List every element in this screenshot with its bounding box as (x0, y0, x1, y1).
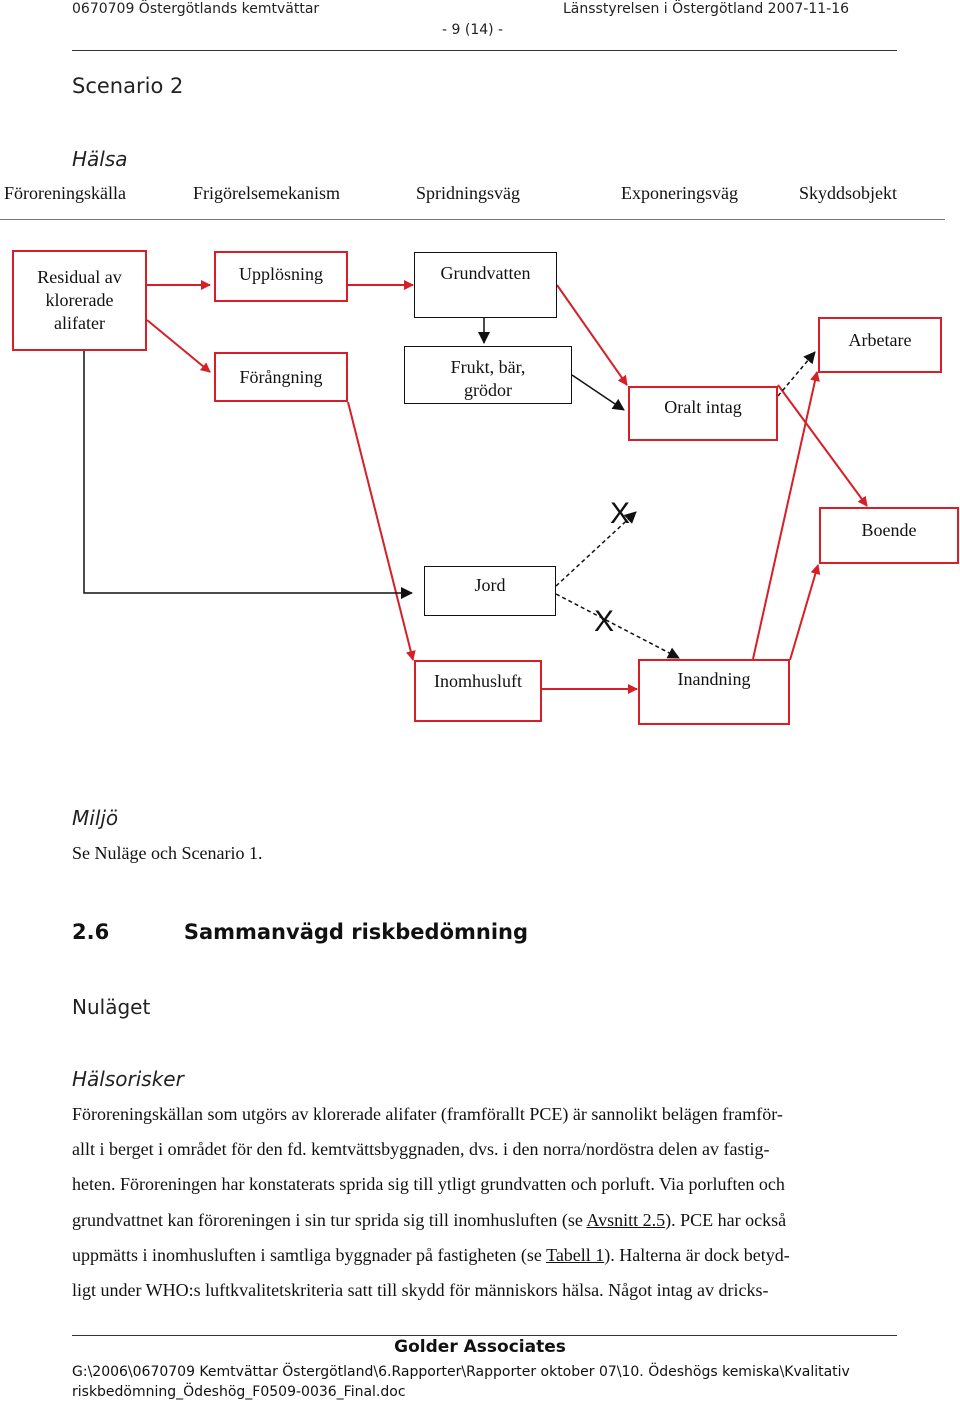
link-avsnitt[interactable]: Avsnitt 2.5 (586, 1209, 666, 1230)
footer-path: G:\2006\0670709 Kemtvättar Östergötland\6.Rapporter\Rapporter oktober 07\10. Ödeshögs kemiska\Kvalitativ riskbedömning_Ödeshög_F0509-0036_Final.doc (72, 1364, 850, 1400)
header-left: 0670709 Östergötlands kemtvättar (72, 1, 320, 17)
link-tabell[interactable]: Tabell 1 (546, 1244, 605, 1265)
arrow-oralt-arbetare (778, 352, 815, 396)
arrow-inandning-boende (790, 565, 818, 660)
environment-text: Se Nuläge och Scenario 1. (72, 843, 263, 863)
box-forangning: Förångning (214, 352, 348, 402)
column-header-receptor: Skyddsobjekt (799, 183, 898, 203)
environment-heading: Miljö (72, 806, 119, 830)
box-jord: Jord (424, 566, 556, 616)
subheading-health-risks: Hälsorisker (72, 1067, 184, 1091)
box-oralt-intag: Oralt intag (628, 386, 778, 441)
column-header-spread: Spridningsväg (416, 183, 521, 203)
arrow-jord-x-lower (556, 594, 679, 658)
column-header-release: Frigörelsemekanism (193, 183, 340, 203)
box-inomhusluft: Inomhusluft (414, 660, 542, 722)
paragraph-line: grundvattnet kan föroreningen i sin tur sprida sig till inomhusluften (se Avsnitt 2.5). PCE har också (72, 1209, 787, 1230)
column-header-source: Föroreningskälla (4, 183, 126, 203)
box-frukt: Frukt, bär, grödor (404, 346, 572, 404)
paragraph-line: heten. Föroreningen har konstaterats sprida sig till ytligt grundvatten och porluft. Via porluften och (72, 1174, 785, 1195)
arrow-forangning-inomhusluft (348, 402, 413, 660)
footer-company: Golder Associates (394, 1337, 566, 1357)
box-grundvatten: Grundvatten (414, 252, 557, 318)
box-residual: Residual av klorerade alifater (12, 250, 147, 351)
arrow-residual-forangning (147, 320, 210, 372)
footer-rule (72, 1335, 897, 1336)
box-arbetare: Arbetare (818, 317, 942, 373)
subheading-current: Nuläget (72, 995, 151, 1019)
x-mark-upper: X (610, 497, 631, 530)
section-number: 2.6 (72, 920, 110, 944)
section-heading (72, 920, 528, 944)
page-number: - 9 (14) - (442, 22, 504, 38)
x-mark-lower: X (594, 605, 615, 638)
section-title: Sammanvägd riskbedömning (183, 920, 529, 944)
header-right: Länsstyrelsen i Östergötland 2007-11-16 (563, 1, 850, 17)
body-paragraph (72, 1097, 902, 1308)
paragraph-line: allt i berget i området för den fd. kemtvättsbyggnaden, dvs. i den norra/nordöstra delen av fastig- (72, 1139, 770, 1160)
box-inandning: Inandning (638, 659, 790, 725)
paragraph-line: ligt under WHO:s luftkvalitetskriteria satt till skydd för människors hälsa. Något intag av dricks- (72, 1280, 769, 1301)
scenario-title: Scenario 2 (72, 74, 184, 98)
column-header-exposure: Exponeringsväg (621, 183, 738, 203)
paragraph-line: Föroreningskällan som utgörs av klorerade alifater (framförallt PCE) är sannolikt belägen framför- (72, 1104, 783, 1124)
paragraph-line: uppmätts i inomhusluften i samtliga byggnader på fastigheten (se Tabell 1). Halterna är dock betyd- (72, 1244, 790, 1265)
health-heading: Hälsa (72, 147, 128, 171)
box-upplosning: Upplösning (214, 251, 348, 302)
box-boende: Boende (819, 507, 959, 564)
arrow-frukt-oralt (572, 375, 624, 410)
